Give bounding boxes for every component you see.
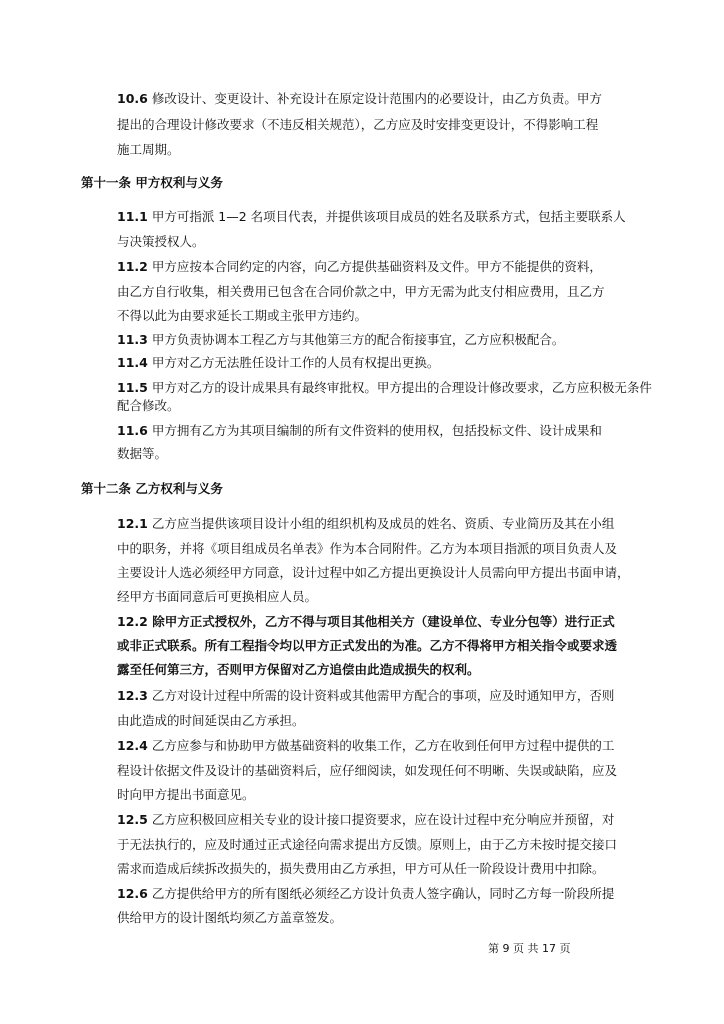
clause-text: 甲方可指派 1—2 名项目代表，并提供该项目成员的姓名及联系方式，包括主要联系人	[147, 209, 626, 224]
clause-12-5-line-1	[117, 812, 614, 828]
clause-10-6-line-3: 施工周期。	[117, 142, 180, 157]
clause-12-1-line-3: 主要设计人选必须经甲方同意，设计过程中如乙方提出更换设计人员需向甲方提出书面申请，	[117, 565, 630, 580]
clause-11-2-line-2: 由乙方自行收集，相关费用已包含在合同价款之中，甲方无需为此支付相应费用，且乙方	[117, 284, 605, 299]
article-12-heading: 第十二条 乙方权利与义务	[81, 481, 223, 496]
clause-text: 乙方应参与和协助甲方做基础资料的收集工作，乙方在收到任何甲方过程中提供的工	[147, 738, 615, 753]
clause-12-1-line-2: 中的职务，并将《项目组成员名单表》作为本合同附件。乙方为本项目指派的项目负责人及	[117, 541, 618, 556]
clause-12-5-line-2: 于无法执行的，应及时通过正式途径向需求提出方反馈。原则上，由于乙方未按时提交接口	[117, 837, 618, 852]
clause-11-5-line-2: 配合修改。	[117, 398, 180, 413]
clause-11-3-line-1	[117, 332, 564, 348]
clause-text: 修改设计、变更设计、补充设计在原定设计范围内的必要设计，由乙方负责。甲方	[147, 91, 602, 106]
clause-12-4-line-1	[117, 738, 614, 754]
clause-11-1-line-2: 与决策授权人。	[117, 234, 205, 249]
clause-number: 12.2	[117, 614, 148, 629]
clause-12-2-line-3: 露至任何第三方，否则甲方保留对乙方追偿由此造成损失的权利。	[117, 662, 480, 677]
clause-text: 乙方应积极回应相关专业的设计接口提资要求，应在设计过程中充分响应并预留，对	[147, 812, 615, 827]
clause-number: 11.3	[117, 332, 148, 347]
clause-12-4-line-2: 程设计依据文件及设计的基础资料后，应仔细阅读，如发现任何不明晰、失误或缺陷，应及	[117, 763, 618, 778]
clause-text: 乙方提供给甲方的所有图纸必须经乙方设计负责人签字确认，同时乙方每一阶段所提	[147, 886, 615, 901]
clause-number: 10.6	[117, 91, 148, 106]
clause-number: 11.6	[117, 423, 148, 438]
clause-number: 12.5	[117, 812, 148, 827]
clause-10-6-line-1	[117, 91, 602, 107]
clause-number: 12.4	[117, 738, 148, 753]
clause-12-2-line-2: 或非正式联系。所有工程指令均以甲方正式发出的为准。乙方不得将甲方相关指令或要求透	[117, 638, 618, 653]
clause-12-6-line-2: 供给甲方的设计图纸均须乙方盖章签发。	[117, 910, 343, 925]
clause-11-1-line-1	[117, 209, 626, 225]
clause-number: 12.3	[117, 688, 148, 703]
clause-number: 12.1	[117, 516, 148, 531]
clause-text: 甲方对乙方无法胜任设计工作的人员有权提出更换。	[147, 355, 440, 370]
clause-number: 11.1	[117, 209, 148, 224]
clause-text: 乙方对设计过程中所需的设计资料或其他需甲方配合的事项，应及时通知甲方，否则	[147, 688, 615, 703]
clause-text: 甲方应按本合同约定的内容，向乙方提供基础资料及文件。甲方不能提供的资料，	[147, 259, 602, 274]
clause-12-4-line-3: 时向甲方提出书面意见。	[117, 787, 255, 802]
clause-text: 甲方对乙方的设计成果具有最终审批权。甲方提出的合理设计修改要求，乙方应积极无条件	[147, 380, 652, 395]
clause-11-4-line-1	[117, 355, 439, 371]
clause-12-5-line-3: 需求而造成后续拆改损失的，损失费用由乙方承担，甲方可从任一阶段设计费用中扣除。	[117, 861, 605, 876]
clause-10-6-line-2: 提出的合理设计修改要求（不违反相关规范），乙方应及时安排变更设计，不得影响工程	[117, 117, 599, 132]
clause-number: 11.5	[117, 380, 148, 395]
clause-text: 甲方负责协调本工程乙方与其他第三方的配合衔接事宜，乙方应积极配合。	[147, 332, 565, 347]
clause-12-2-line-1	[117, 614, 615, 630]
clause-11-2-line-1	[117, 259, 602, 275]
clause-11-6-line-2: 数据等。	[117, 446, 168, 461]
clause-text: 乙方应当提供该项目设计小组的组织机构及成员的姓名、资质、专业简历及其在小组	[147, 516, 615, 531]
clause-number: 12.6	[117, 886, 148, 901]
clause-11-2-line-3: 不得以此为由要求延长工期或主张甲方违约。	[117, 308, 368, 323]
clause-11-5-line-1	[117, 380, 652, 396]
clause-11-6-line-1	[117, 423, 602, 439]
article-11-heading: 第十一条 甲方权利与义务	[81, 175, 223, 190]
page-number-footer: 第 9 页 共 17 页	[488, 942, 571, 955]
clause-number: 11.4	[117, 355, 148, 370]
clause-number: 11.2	[117, 259, 148, 274]
clause-12-3-line-2: 由此造成的时间延误由乙方承担。	[117, 713, 305, 728]
clause-12-6-line-1	[117, 886, 614, 902]
clause-12-1-line-4: 经甲方书面同意后可更换相应人员。	[117, 589, 318, 604]
clause-12-1-line-1	[117, 516, 614, 532]
clause-12-3-line-1	[117, 688, 614, 704]
clause-text: 甲方拥有乙方为其项目编制的所有文件资料的使用权，包括投标文件、设计成果和	[147, 423, 602, 438]
clause-text: 除甲方正式授权外，乙方不得与项目其他相关方（建设单位、专业分包等）进行正式	[147, 614, 615, 629]
